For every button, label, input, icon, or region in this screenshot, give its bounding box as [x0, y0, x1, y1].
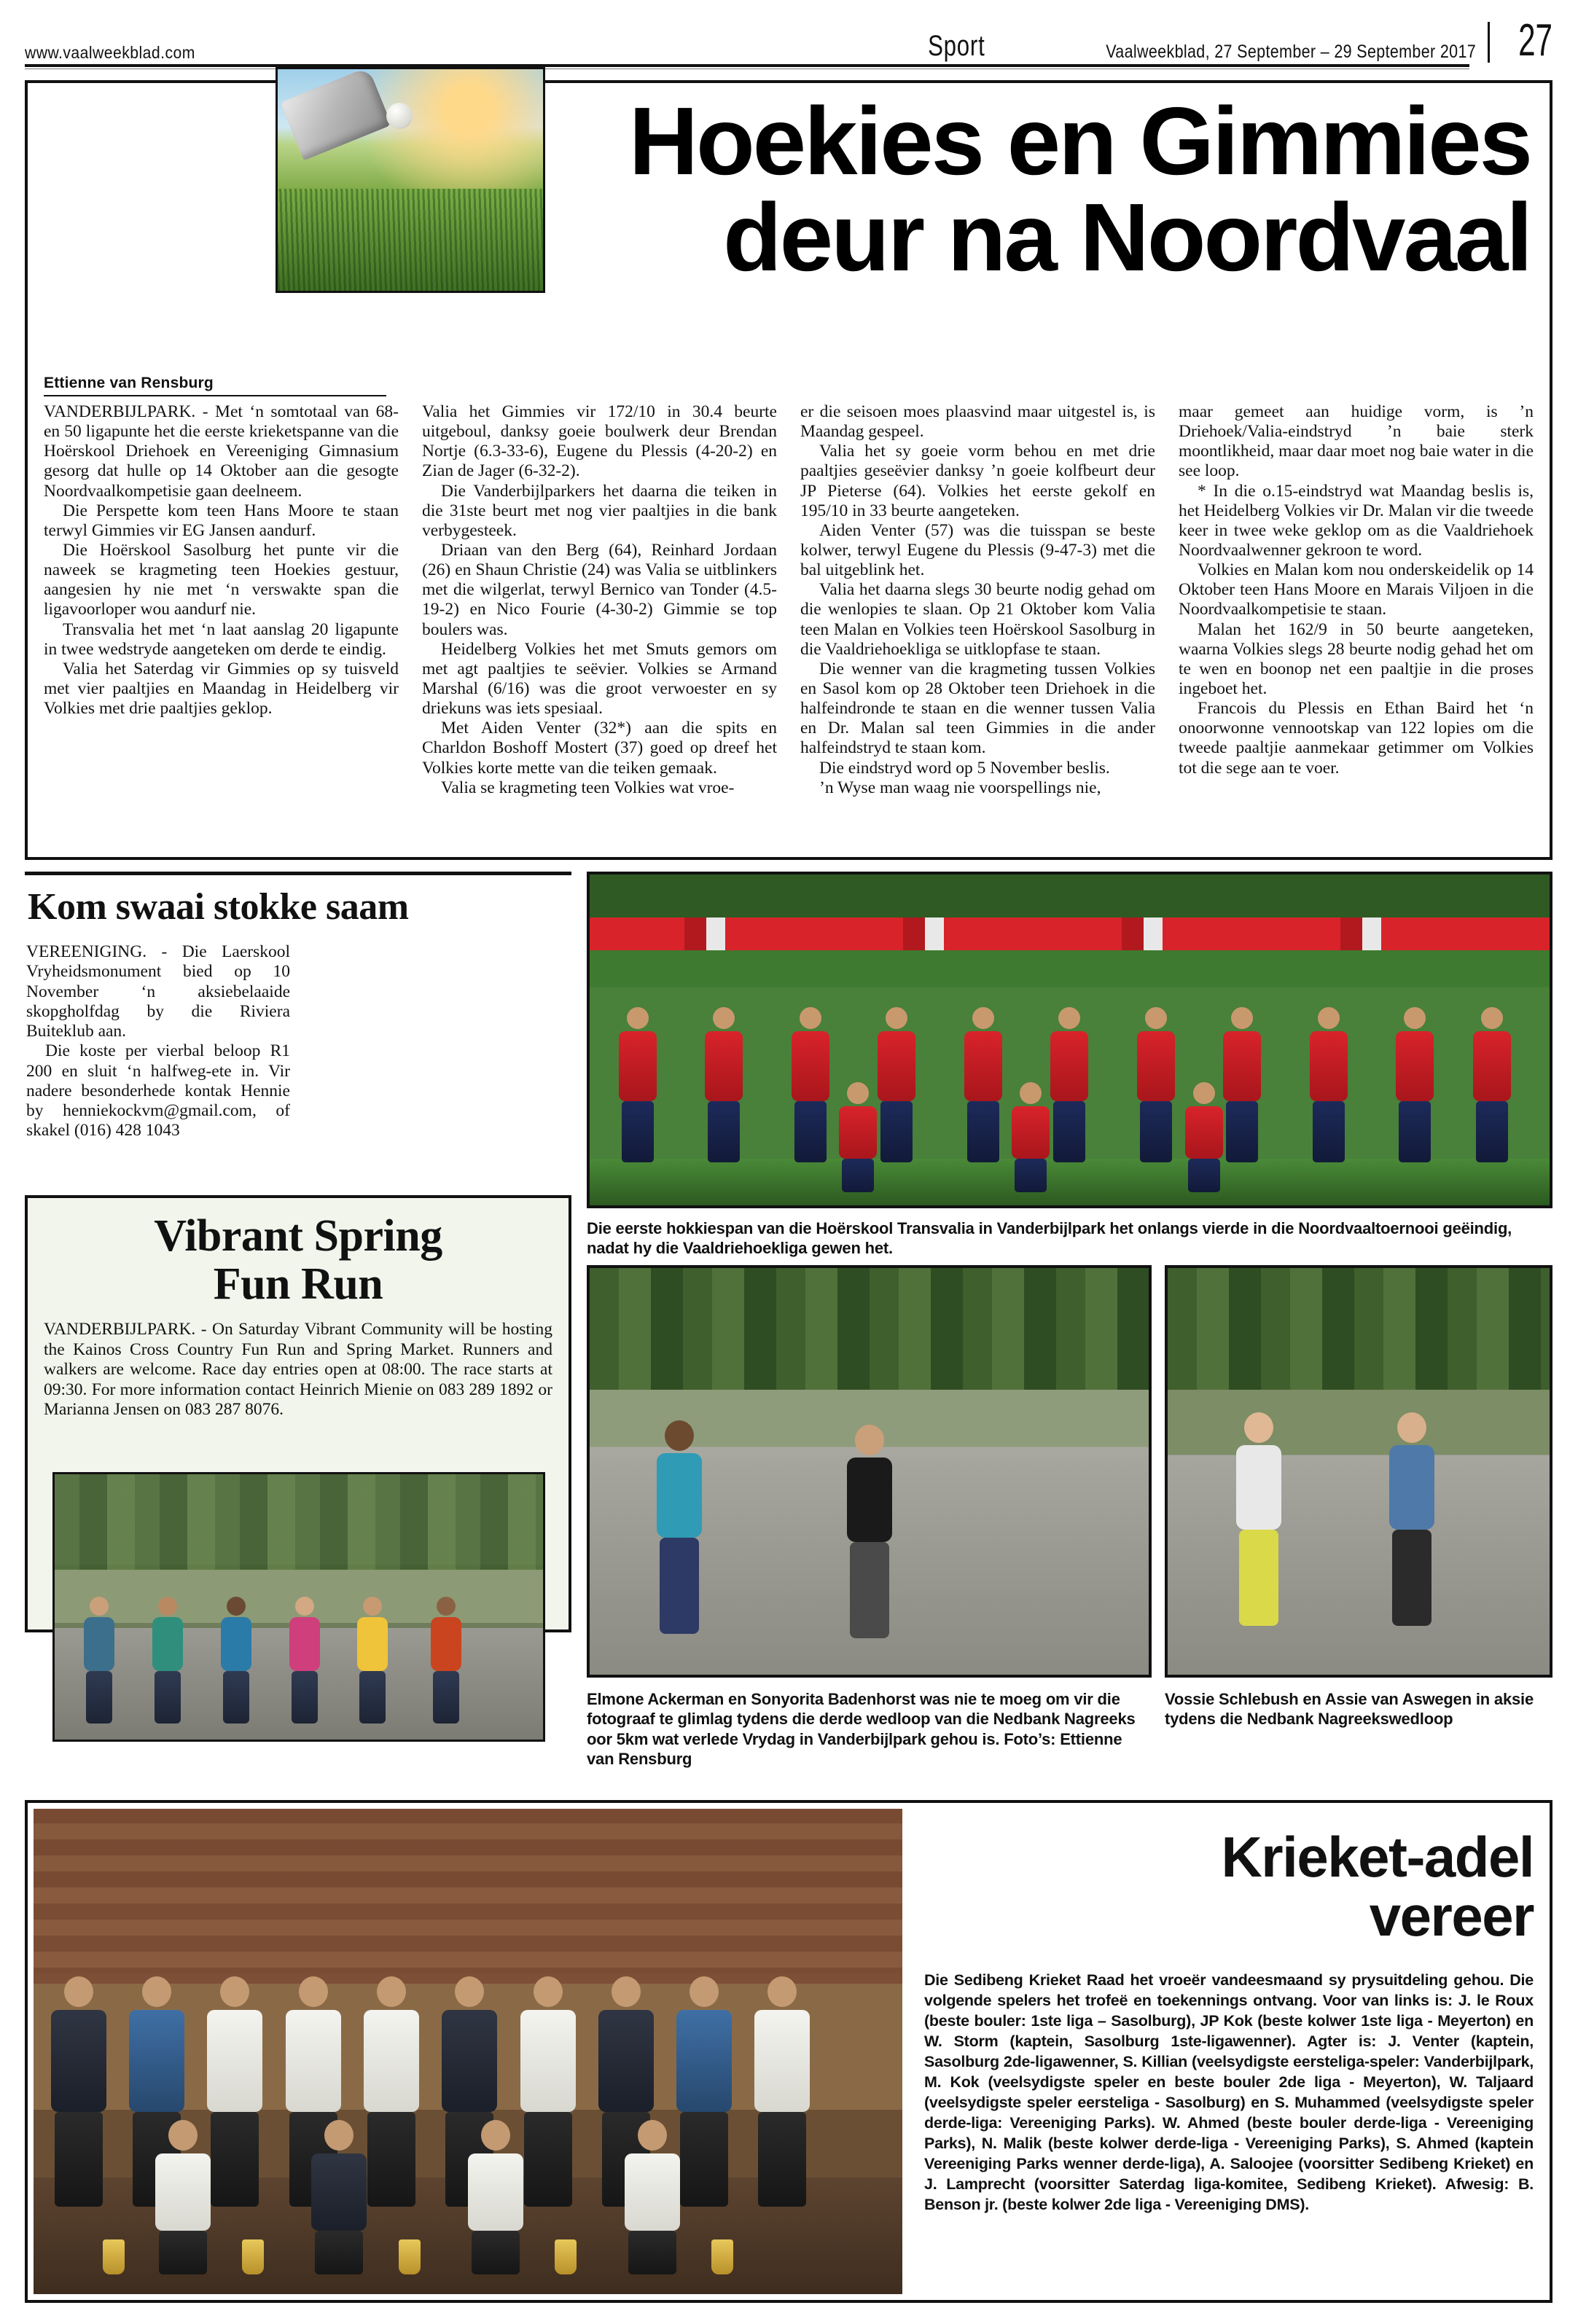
road-layer [1168, 1455, 1550, 1675]
main-article [25, 80, 1552, 860]
masthead-rule [25, 64, 1469, 67]
paragraph: Die wenner van die kragmeting tussen Volkies en Sasol kom op 28 Oktober teen Driehoek in die halfeindronde te staan en die wenner tussen Valia en Dr. Malan sal teen Gimmies in die ander halfeindstryd te staan kom. [800, 659, 1155, 758]
runner-figure [657, 1420, 702, 1634]
paragraph: Francois du Plessis en Ethan Baird het ‘n onoorwonne vennootskap van 122 lopies om die tweede paaltjie aanmekaar getimmer om Volkies tot die sege aan te voer. [1179, 699, 1534, 778]
person-figure [207, 1976, 262, 2207]
masthead [25, 15, 1552, 66]
player-figure-kneeling [839, 1082, 877, 1192]
paragraph: Die eindstryd word op 5 November beslis. [819, 758, 1110, 778]
author-byline: Ettienne van Rensburg [44, 375, 214, 391]
player-figure [619, 1007, 657, 1162]
masthead-divider [1488, 22, 1490, 63]
paragraph: Transvalia het met ‘n laat aanslag 20 ligapunte in twee wedstryde aangeteken om derde te eindig. [44, 619, 399, 659]
paragraph: Die Perspette kom teen Hans Moore te staan terwyl Gimmies vir EG Jansen aandurf. [44, 501, 399, 540]
advert-body [28, 1308, 569, 1420]
advert-heading-line-2: Fun Run [213, 1259, 383, 1309]
trophy-icon [399, 2239, 421, 2274]
paragraph: Heidelberg Volkies het met Smuts gemors om met agt paaltjies te seëvier. Volkies se Armand Marshal (6/16) was die groot verwoester en sy driekuns was iets spesiaal. [422, 639, 777, 719]
krieket-heading [924, 1809, 1534, 1949]
golf-photo [276, 67, 545, 293]
nedbank-runners-photo-left [587, 1265, 1152, 1678]
krieket-awards-photo [34, 1809, 902, 2294]
paragraph: maar gemeet aan huidige vorm, is ’n Driehoek/Valia-eindstryd ’n baie sterk moontlikheid, maar daar moet nog baie water in die see loop. [1179, 402, 1534, 481]
section-body [26, 942, 290, 1141]
person-figure [520, 1976, 576, 2207]
player-figure [964, 1007, 1002, 1162]
paragraph: VANDERBIJLPARK. - Met ‘n somtotaal van 68- en 50 ligapunte het die eerste krieketspanne van die Hoërskool Driehoek en Vereeniging Gimnasium gesorg dat hulle op 14 Oktober aan die gesogte Noordvaalkompetisie gaan deelneem. [44, 402, 399, 501]
advert-heading-line-1: Vibrant Spring [154, 1211, 442, 1261]
paragraph: Valia se kragmeting teen Volkies wat vroe- [441, 778, 735, 797]
turf-layer [590, 1159, 1550, 1205]
paragraph: Valia het Gimmies vir 172/10 in 30.4 beurte uitgeboul, danksy goeie boulwerk deur Brendan Nortje (6.3-33-6), Eugene du Plessis (4-20-2) en Zian de Jager (6-32-2). [422, 402, 777, 481]
player-figure-kneeling [1012, 1082, 1050, 1192]
person-figure-kneeling [155, 2120, 211, 2274]
page-title [28, 83, 1550, 291]
person-figure [364, 1976, 419, 2207]
person-figure [357, 1597, 388, 1724]
person-figure-kneeling [625, 2120, 680, 2274]
article-kom-swaai-stokke-saam [25, 872, 571, 1178]
person-figure [152, 1597, 183, 1724]
paragraph: * In die o.15-eindstryd wat Maandag beslis is, het Heidelberg Volkies vir Dr. Malan vir die tweede keer in twee weke geklop om as die Vaaldriehoek Noordvaalwenner gekroon te word. [1179, 481, 1534, 560]
headline-line-1: Hoekies en Gimmies [628, 87, 1531, 195]
hedge-layer [590, 1268, 1149, 1390]
section-heading: Kom swaai stokke saam [28, 886, 409, 928]
paragraph: Aiden Venter (57) was die tuisspan se beste kolwer, terwyl Eugene du Plessis (9-47-3) met die bal uitgeblink het. [800, 520, 1155, 580]
advertising-board-layer [590, 918, 1550, 950]
player-figure-kneeling [1185, 1082, 1223, 1192]
player-figure [1473, 1007, 1511, 1162]
paragraph: Die koste per vierbal beloop R1 200 en sluit ‘n halfweg-ete in. Vir nadere besonderhede kontak Hennie by henniekockvm@gmail.com, of skakel (016) 428 1043 [26, 1041, 290, 1141]
runner-figure [1236, 1412, 1281, 1626]
fun-run-photo [52, 1472, 545, 1742]
trophy-icon [242, 2239, 264, 2274]
trophy-icon [103, 2239, 125, 2274]
hedge-layer [1168, 1268, 1550, 1390]
player-figure [1223, 1007, 1261, 1162]
krieket-text-panel [917, 1809, 1544, 2294]
person-figure [51, 1976, 106, 2207]
advert-heading [28, 1198, 569, 1308]
person-figure-kneeling [311, 2120, 367, 2274]
player-figure [705, 1007, 743, 1162]
grass-layer [278, 189, 543, 291]
trophy-icon [555, 2239, 577, 2274]
player-figure [1050, 1007, 1088, 1162]
article-column-2 [422, 402, 777, 798]
nedbank-runners-photo-right [1165, 1265, 1552, 1678]
page-number: 27 [1518, 15, 1552, 66]
website-url[interactable]: www.vaalweekblad.com [25, 43, 195, 62]
paragraph: Met Aiden Venter (32*) aan die spits en Charldon Boshoff Mostert (37) goed op dreef het Volkies korte mette van die teiken gemaak. [422, 719, 777, 778]
article-columns [44, 402, 1534, 798]
player-figure [1396, 1007, 1434, 1162]
player-figure [1137, 1007, 1175, 1162]
section-title: Sport [927, 30, 985, 62]
paragraph: VANDERBIJLPARK. - On Saturday Vibrant Community will be hosting the Kainos Cross Country Fun Run and Spring Market. Runners and walkers are welcome. Race day entries open at 08:00. The race starts at 09:30. For more information contact Heinrich Mienie on 083 289 1892 or Marianna Jensen on 083 287 8076. [44, 1320, 552, 1420]
runner-figure [1389, 1412, 1434, 1626]
trophy-icon [711, 2239, 733, 2274]
krieket-body [924, 1971, 1534, 2215]
wall-layer [34, 1809, 902, 1984]
golf-ball-shape [386, 103, 413, 129]
paragraph: Valia het daarna slegs 30 beurte nodig gehad om die wenlopies te slaan. Op 21 Oktober kom Valia teen Malan en Volkies teen Hoërskool Sasolburg in die Vaaldriehoekliga se uitklopfase te staan. [800, 580, 1155, 659]
player-figure [1310, 1007, 1348, 1162]
paragraph: Die Sedibeng Krieket Raad het vroeër vandeesmaand sy prysuitdeling gehou. Die volgende spelers het trofeë en toekennings ontvang. Voor van links is: J. le Roux (beste bouler: 1ste liga – Sasolburg), JP Kok (beste kolwer 1ste liga - Meyerton) en W. Storm (kaptein, Sasolburg 1ste-ligawenner). Agter is: J. Venter (kaptein, Sasolburg 2de-ligawenner, S. Killian (veelsydigste eersteliga-speler: Vanderbijlpark, M. Kok (veelsydigste speler en beste bouler 2de liga - Meyerton), W. Taljaard (veelsydigste speler eersteliga - Sasolburg) en S. Muhammed (veelsydigste speler derde-liga: Vereeniging Parks). W. Ahmed (beste bouler derde-liga - Vereeniging Parks), N. Malik (beste kolwer derde-liga - Vereeniging Parks), S. Ahmed (kaptein Vereeniging Parks wenner derde-liga), A. Saloojee (voorsitter Sedibeng Krieket) en J. Lamprecht (voorsitter Saterdag liga-komitee, Sedibeng Krieket). Afwesig: B. Benson jr. (beste kolwer 2de liga - Vereeniging DMS). [924, 1971, 1534, 2213]
paragraph: Valia het Saterdag vir Gimmies op sy tuisveld met vier paaltjies en Maandag in Heidelberg vir Volkies met drie paaltjies geklop. [44, 659, 399, 719]
paragraph: Volkies en Malan kom nou onderskeidelik op 14 Oktober teen Hans Moore en Marais Viljoen in die Noordvaalkompetisie te staan. [1179, 560, 1534, 619]
paragraph: Malan het 162/9 in 50 beurte aangeteken, waarna Volkies slegs 28 beurte nodig gehad het om te wen en boonop net een paaltjie in die proses ingeboet het. [1179, 619, 1534, 698]
person-figure [84, 1597, 114, 1724]
article-column-1 [44, 402, 399, 798]
paragraph: ’n Wyse man waag nie voorspellings nie, [819, 778, 1101, 797]
paragraph: er die seisoen moes plaasvind maar uitgestel is, is Maandag gespeel. [800, 402, 1155, 442]
paragraph: VEREENIGING. - Die Laerskool Vryheidsmonument bied op 10 November ‘n aksiebelaaide skopgholfdag by die Riviera Buiteklub aan. [26, 942, 290, 1041]
runner-figure [847, 1425, 892, 1638]
player-figure [878, 1007, 915, 1162]
person-figure [289, 1597, 320, 1724]
person-figure [676, 1976, 732, 2207]
krieket-heading-line-1: Krieket-adel [1221, 1825, 1534, 1889]
tree-line-layer [55, 1474, 543, 1570]
golf-club-shape [280, 67, 391, 160]
krieket-heading-line-2: vereer [1369, 1884, 1534, 1949]
nedbank-left-caption: Elmone Ackerman en Sonyorita Badenhorst was nie te moeg om vir die fotograaf te glimlag tydens die derde wedloop van die Nedbank Nagreeks oor 5km wat verlede Vrydag in Vanderbijlpark gehou is. Foto’s: Ettienne van Rensburg [587, 1690, 1136, 1768]
person-figure [431, 1597, 461, 1724]
player-figure [792, 1007, 829, 1162]
person-figure [221, 1597, 251, 1724]
article-column-3 [800, 402, 1155, 798]
person-figure [754, 1976, 810, 2207]
issue-line: Vaalweekblad, 27 September – 29 September 2017 [1106, 42, 1477, 62]
paragraph: Driaan van den Berg (64), Reinhard Jordaan (26) en Shaun Christie (24) was Valia se uitblinkers met die wilgerlat, terwyl Bernico van Tonder (4.5-19-2) en Nico Fourie (4-30-2) Gimmie se top boulers was. [422, 540, 777, 639]
person-figure-kneeling [468, 2120, 523, 2274]
byline-rule [44, 395, 386, 396]
paragraph: Die Vanderbijlparkers het daarna die teiken in die 31ste beurt met nog vier paaltjies in die bank verbygesteek. [422, 481, 777, 540]
byline-block [44, 375, 386, 396]
nedbank-right-caption: Vossie Schlebush en Assie van Aswegen in aksie tydens die Nedbank Nagreekswedloop [1165, 1690, 1534, 1729]
headline-line-2: deur na Noordvaal [723, 184, 1531, 291]
paragraph: Die Hoërskool Sasolburg het punte vir die naweek se kragmeting teen Hoekies gestuur, aangesien hy nie met ‘n verswakte span die ligavoorloper wou aandurf nie. [44, 540, 399, 619]
hockey-team-photo [587, 872, 1552, 1208]
hockey-photo-caption: Die eerste hokkiespan van die Hoërskool Transvalia in Vanderbijlpark het onlangs vierde in die Noordvaaltoernooi geëindig, nadat hy die Vaaldriehoekliga gewen het. [587, 1219, 1512, 1258]
article-column-4 [1179, 402, 1534, 798]
paragraph: Valia het sy goeie vorm behou en met drie paaltjies geseëvier danksy ’n goeie kolfbeurt deur JP Pieterse (64). Volkies het eerste gekolf en 195/10 in 33 beurte aangeteken. [800, 442, 1155, 520]
